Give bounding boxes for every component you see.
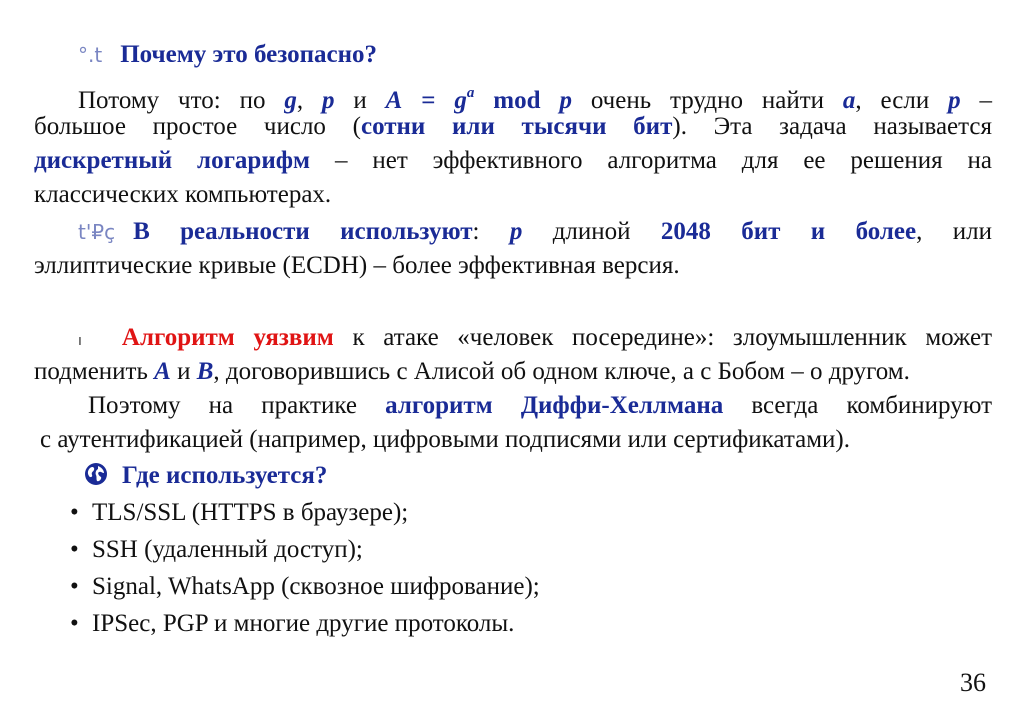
var-a: a <box>842 87 856 114</box>
text: очень трудно найти <box>571 87 843 114</box>
var-A: A <box>154 358 171 385</box>
text: : <box>472 218 510 245</box>
text: эллиптические кривые (ECDH) – более эффективная версия. <box>34 252 680 279</box>
reality-emphasis: В реальности используют <box>133 218 473 245</box>
key-length: 2048 бит и более <box>660 218 917 245</box>
heading-marker: °.t <box>78 43 103 67</box>
list-item-text: Signal, WhatsApp (сквозное шифрование); <box>92 573 540 600</box>
heading-why-title: Почему это безопасно? <box>120 41 378 68</box>
because-line-4 <box>34 178 331 212</box>
reality-marker: t'₽ç <box>78 220 116 244</box>
var-p: p <box>509 218 523 245</box>
page-number: 36 <box>960 668 986 697</box>
var-p: p <box>322 87 335 114</box>
text: , договорившись с Алисой об одном ключе, а с Бобом – о другом. <box>213 358 910 385</box>
text: Поэтому на практике <box>88 392 386 419</box>
var-p: p <box>948 87 961 114</box>
exponent-a: a <box>466 85 475 101</box>
text: и <box>334 87 386 114</box>
vuln-line-1 <box>78 321 992 358</box>
var-g: g <box>454 87 467 114</box>
reality-line-1 <box>78 215 992 249</box>
var-p: p <box>559 87 572 114</box>
var-g: g <box>284 87 297 114</box>
list-item <box>70 607 514 641</box>
var-B: B <box>196 358 214 385</box>
bullet: • <box>70 573 79 600</box>
text: – <box>960 87 993 114</box>
vuln-line-4 <box>40 423 850 457</box>
text: – нет эффективного алгоритма для ее решения на <box>310 147 992 174</box>
because-line-3 <box>34 144 992 178</box>
text: к атаке «человек посередине»: злоумышленник может <box>333 324 992 351</box>
where-heading <box>84 459 327 493</box>
reality-line-2 <box>34 249 680 283</box>
text: классических компьютерах. <box>34 181 332 208</box>
dh-emphasis: алгоритм Диффи-Хеллмана <box>385 392 724 419</box>
text: , <box>296 87 322 114</box>
text: Потому что: по <box>78 87 285 114</box>
vuln-marker: ı <box>78 333 82 349</box>
globe-icon <box>84 462 108 486</box>
vulnerable-emphasis: Алгоритм уязвим <box>121 324 334 351</box>
heading-why <box>78 38 377 72</box>
bullet: • <box>70 536 79 563</box>
vuln-line-2 <box>34 355 992 389</box>
list-item-text: SSH (удаленный доступ); <box>92 536 363 563</box>
list-item <box>70 570 540 604</box>
mod: mod <box>474 87 560 114</box>
list-item-text: IPSec, PGP и многие другие протоколы. <box>92 610 515 637</box>
text: ). Эта задача называется <box>672 113 992 140</box>
equals: = <box>402 87 455 114</box>
text: всегда комбинируют <box>723 392 992 419</box>
list-item-text: TLS/SSL (HTTPS в браузере); <box>92 499 409 526</box>
text: длиной <box>522 218 661 245</box>
text: , если <box>855 87 949 114</box>
list-item <box>70 496 408 530</box>
text: большое простое число ( <box>34 113 361 140</box>
where-title: Где используется? <box>122 462 328 489</box>
bullet: • <box>70 610 79 637</box>
bullet: • <box>70 499 79 526</box>
text: , или <box>916 218 992 245</box>
text: подменить <box>34 358 155 385</box>
text: с аутентификацией (например, цифровыми подписями или сертификатами). <box>40 426 850 453</box>
vuln-line-3 <box>88 389 992 423</box>
var-A: A <box>385 87 403 114</box>
because-line-2 <box>34 110 992 144</box>
discrete-log-term: дискретный логарифм <box>34 147 311 174</box>
text: и <box>170 358 197 385</box>
list-item <box>70 533 363 567</box>
bits-emphasis: сотни или тысячи бит <box>360 113 673 140</box>
